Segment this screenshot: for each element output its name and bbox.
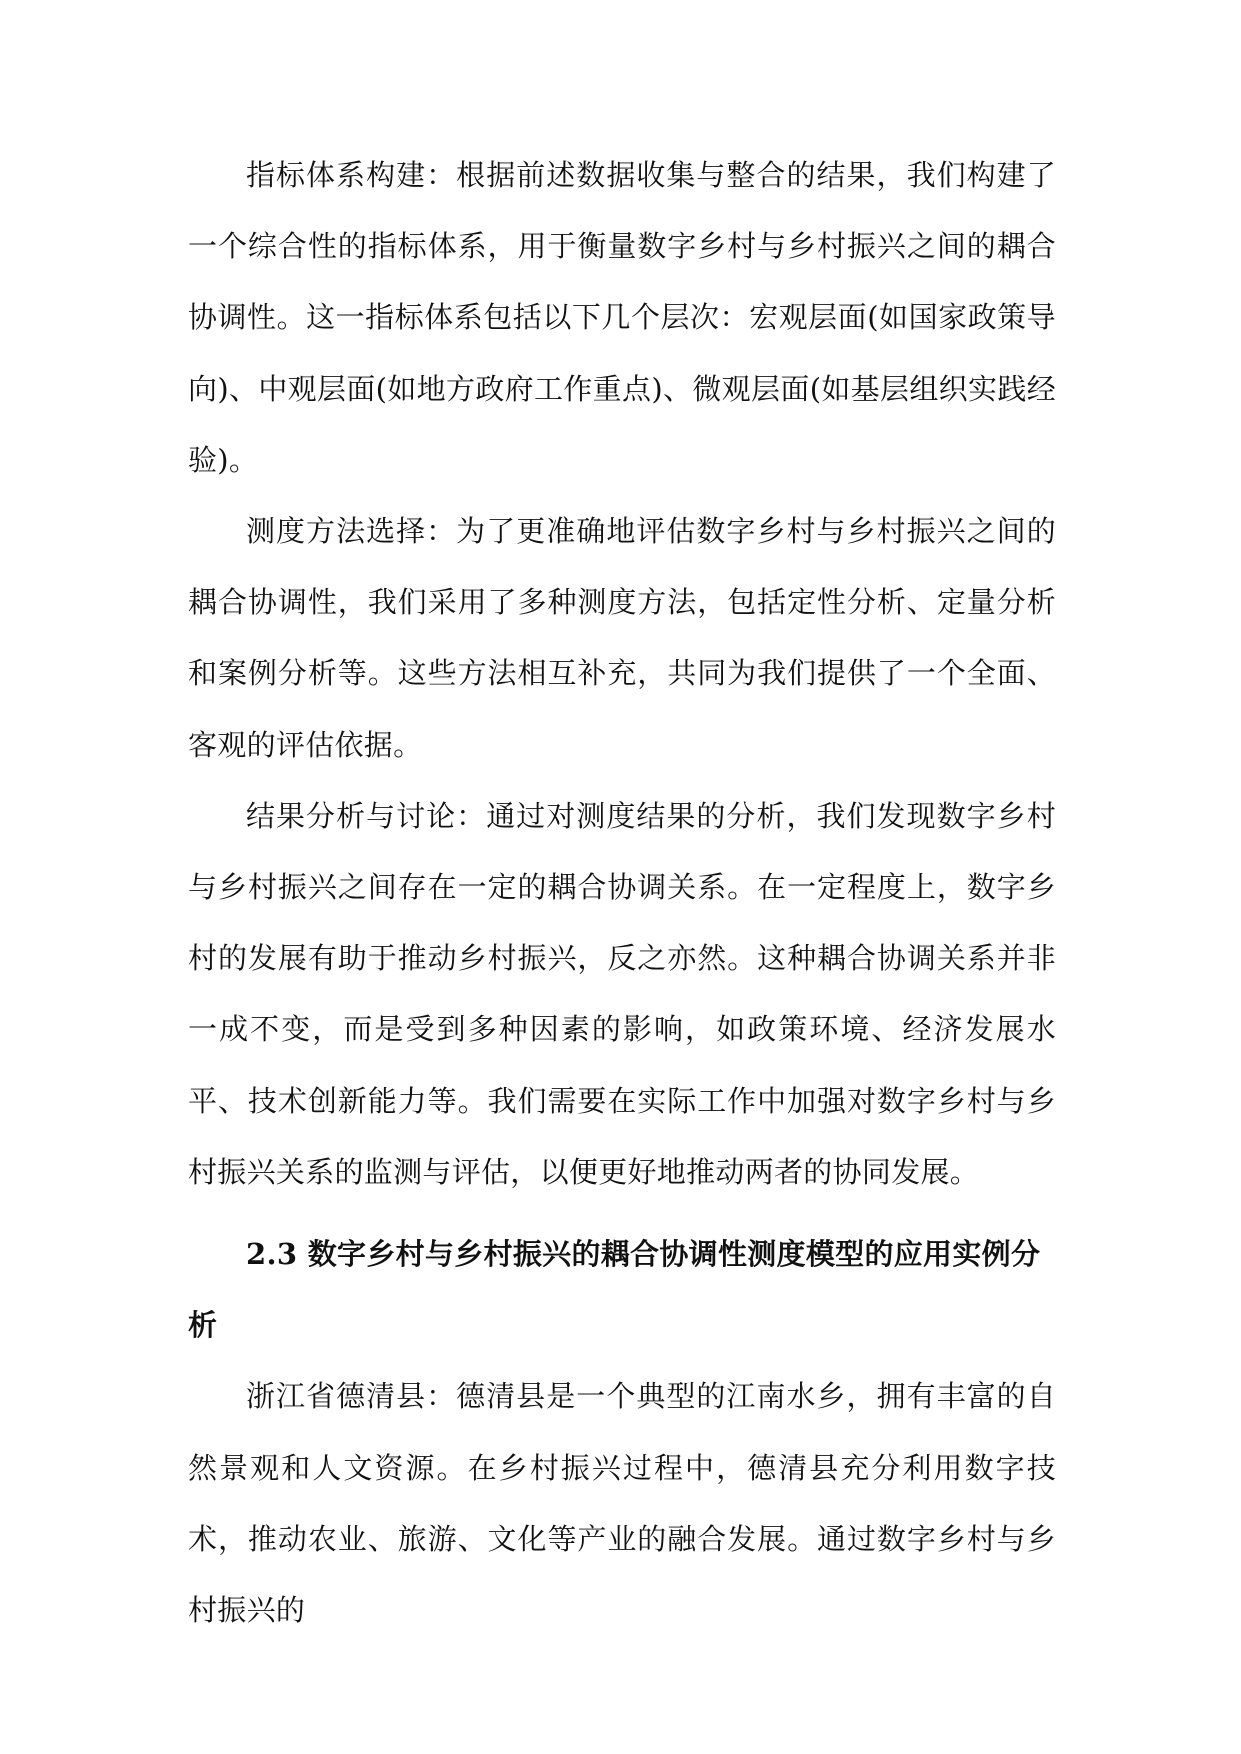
paragraph-indicator-system: 指标体系构建：根据前述数据收集与整合的结果，我们构建了一个综合性的指标体系，用于衡量数字乡村与乡村振兴之间的耦合协调性。这一指标体系包括以下几个层次：宏观层面(如国家政策导向)、中观层面(如地方政府工作重点)、微观层面(如基层组织实践经验)。 [188,158,1056,477]
paragraph-result-analysis: 结果分析与讨论：通过对测度结果的分析，我们发现数字乡村与乡村振兴之间存在一定的耦合协调关系。在一定程度上，数字乡村的发展有助于推动乡村振兴，反之亦然。这种耦合协调关系并非一成不变，而是受到多种因素的影响，如政策环境、经济发展水平、技术创新能力等。我们需要在实际工作中加强对数字乡村与乡村振兴关系的监测与评估，以便更好地推动两者的协同发展。 [188,798,1056,1189]
section-heading: 2.3 数字乡村与乡村振兴的耦合协调性测度模型的应用实例分析 [188,1237,1041,1343]
document-body [188,140,1056,1646]
paragraph-deqing-case: 浙江省德清县：德清县是一个典型的江南水乡，拥有丰富的自然景观和人文资源。在乡村振兴过程中，德清县充分利用数字技术，推动农业、旅游、文化等产业的融合发展。通过数字乡村与乡村振兴的 [188,1379,1056,1628]
paragraph-measurement-method: 测度方法选择：为了更准确地评估数字乡村与乡村振兴之间的耦合协调性，我们采用了多种测度方法，包括定性分析、定量分析和案例分析等。这些方法相互补充，共同为我们提供了一个全面、客观的评估依据。 [188,514,1056,762]
